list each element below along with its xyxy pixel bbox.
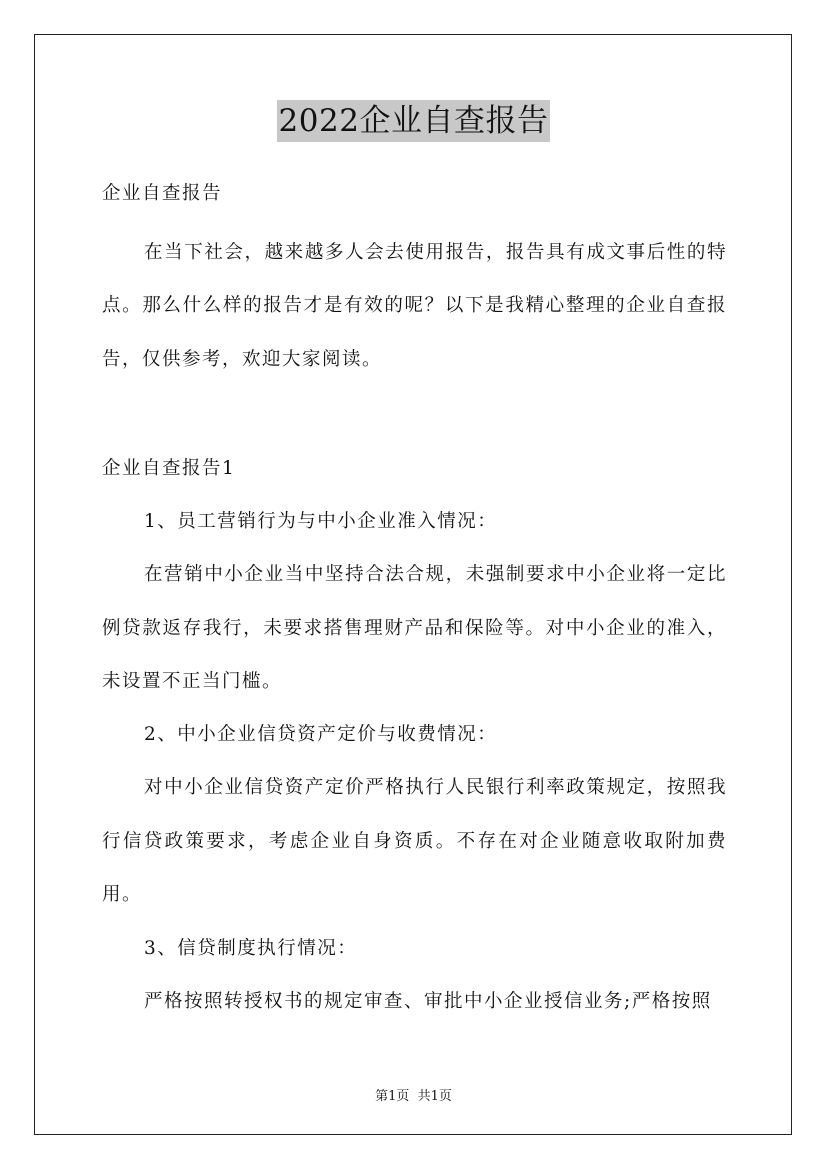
document-subtitle: 企业自查报告: [102, 183, 223, 204]
document-title: 2022企业自查报告: [277, 100, 551, 142]
page-number-label: 第1页 共1页: [375, 1089, 452, 1104]
intro-paragraph: 在当下社会，越来越多人会去使用报告，报告具有成文事后性的特点。那么什么样的报告才是有效的呢？以下是我精心整理的企业自查报告，仅供参考，欢迎大家阅读。: [102, 242, 727, 370]
item2-heading: 2、中小企业信贷资产定价与收费情况：: [144, 724, 498, 746]
spacer: [102, 386, 727, 442]
item3-paragraph: 严格按照转授权书的规定审查、审批中小企业授信业务;严格按照: [144, 990, 712, 1012]
item2-paragraph: 对中小企业信贷资产定价严格执行人民银行利率政策规定，按照我行信贷政策要求，考虑企业自身资质。不存在对企业随意收取附加费用。: [102, 777, 727, 906]
page-footer: [0, 1085, 827, 1104]
item3-heading: 3、信贷制度执行情况：: [144, 937, 358, 959]
document-body: [102, 174, 727, 1028]
item1-heading: 1、员工营销行为与中小企业准入情况：: [144, 511, 498, 533]
title-wrap: [0, 100, 827, 142]
section-heading: 企业自查报告1: [102, 458, 236, 480]
item1-paragraph: 在营销中小企业当中坚持合法合规，未强制要求中小企业将一定比例贷款返存我行，未要求搭售理财产品和保险等。对中小企业的准入，未设置不正当门槛。: [102, 564, 727, 693]
